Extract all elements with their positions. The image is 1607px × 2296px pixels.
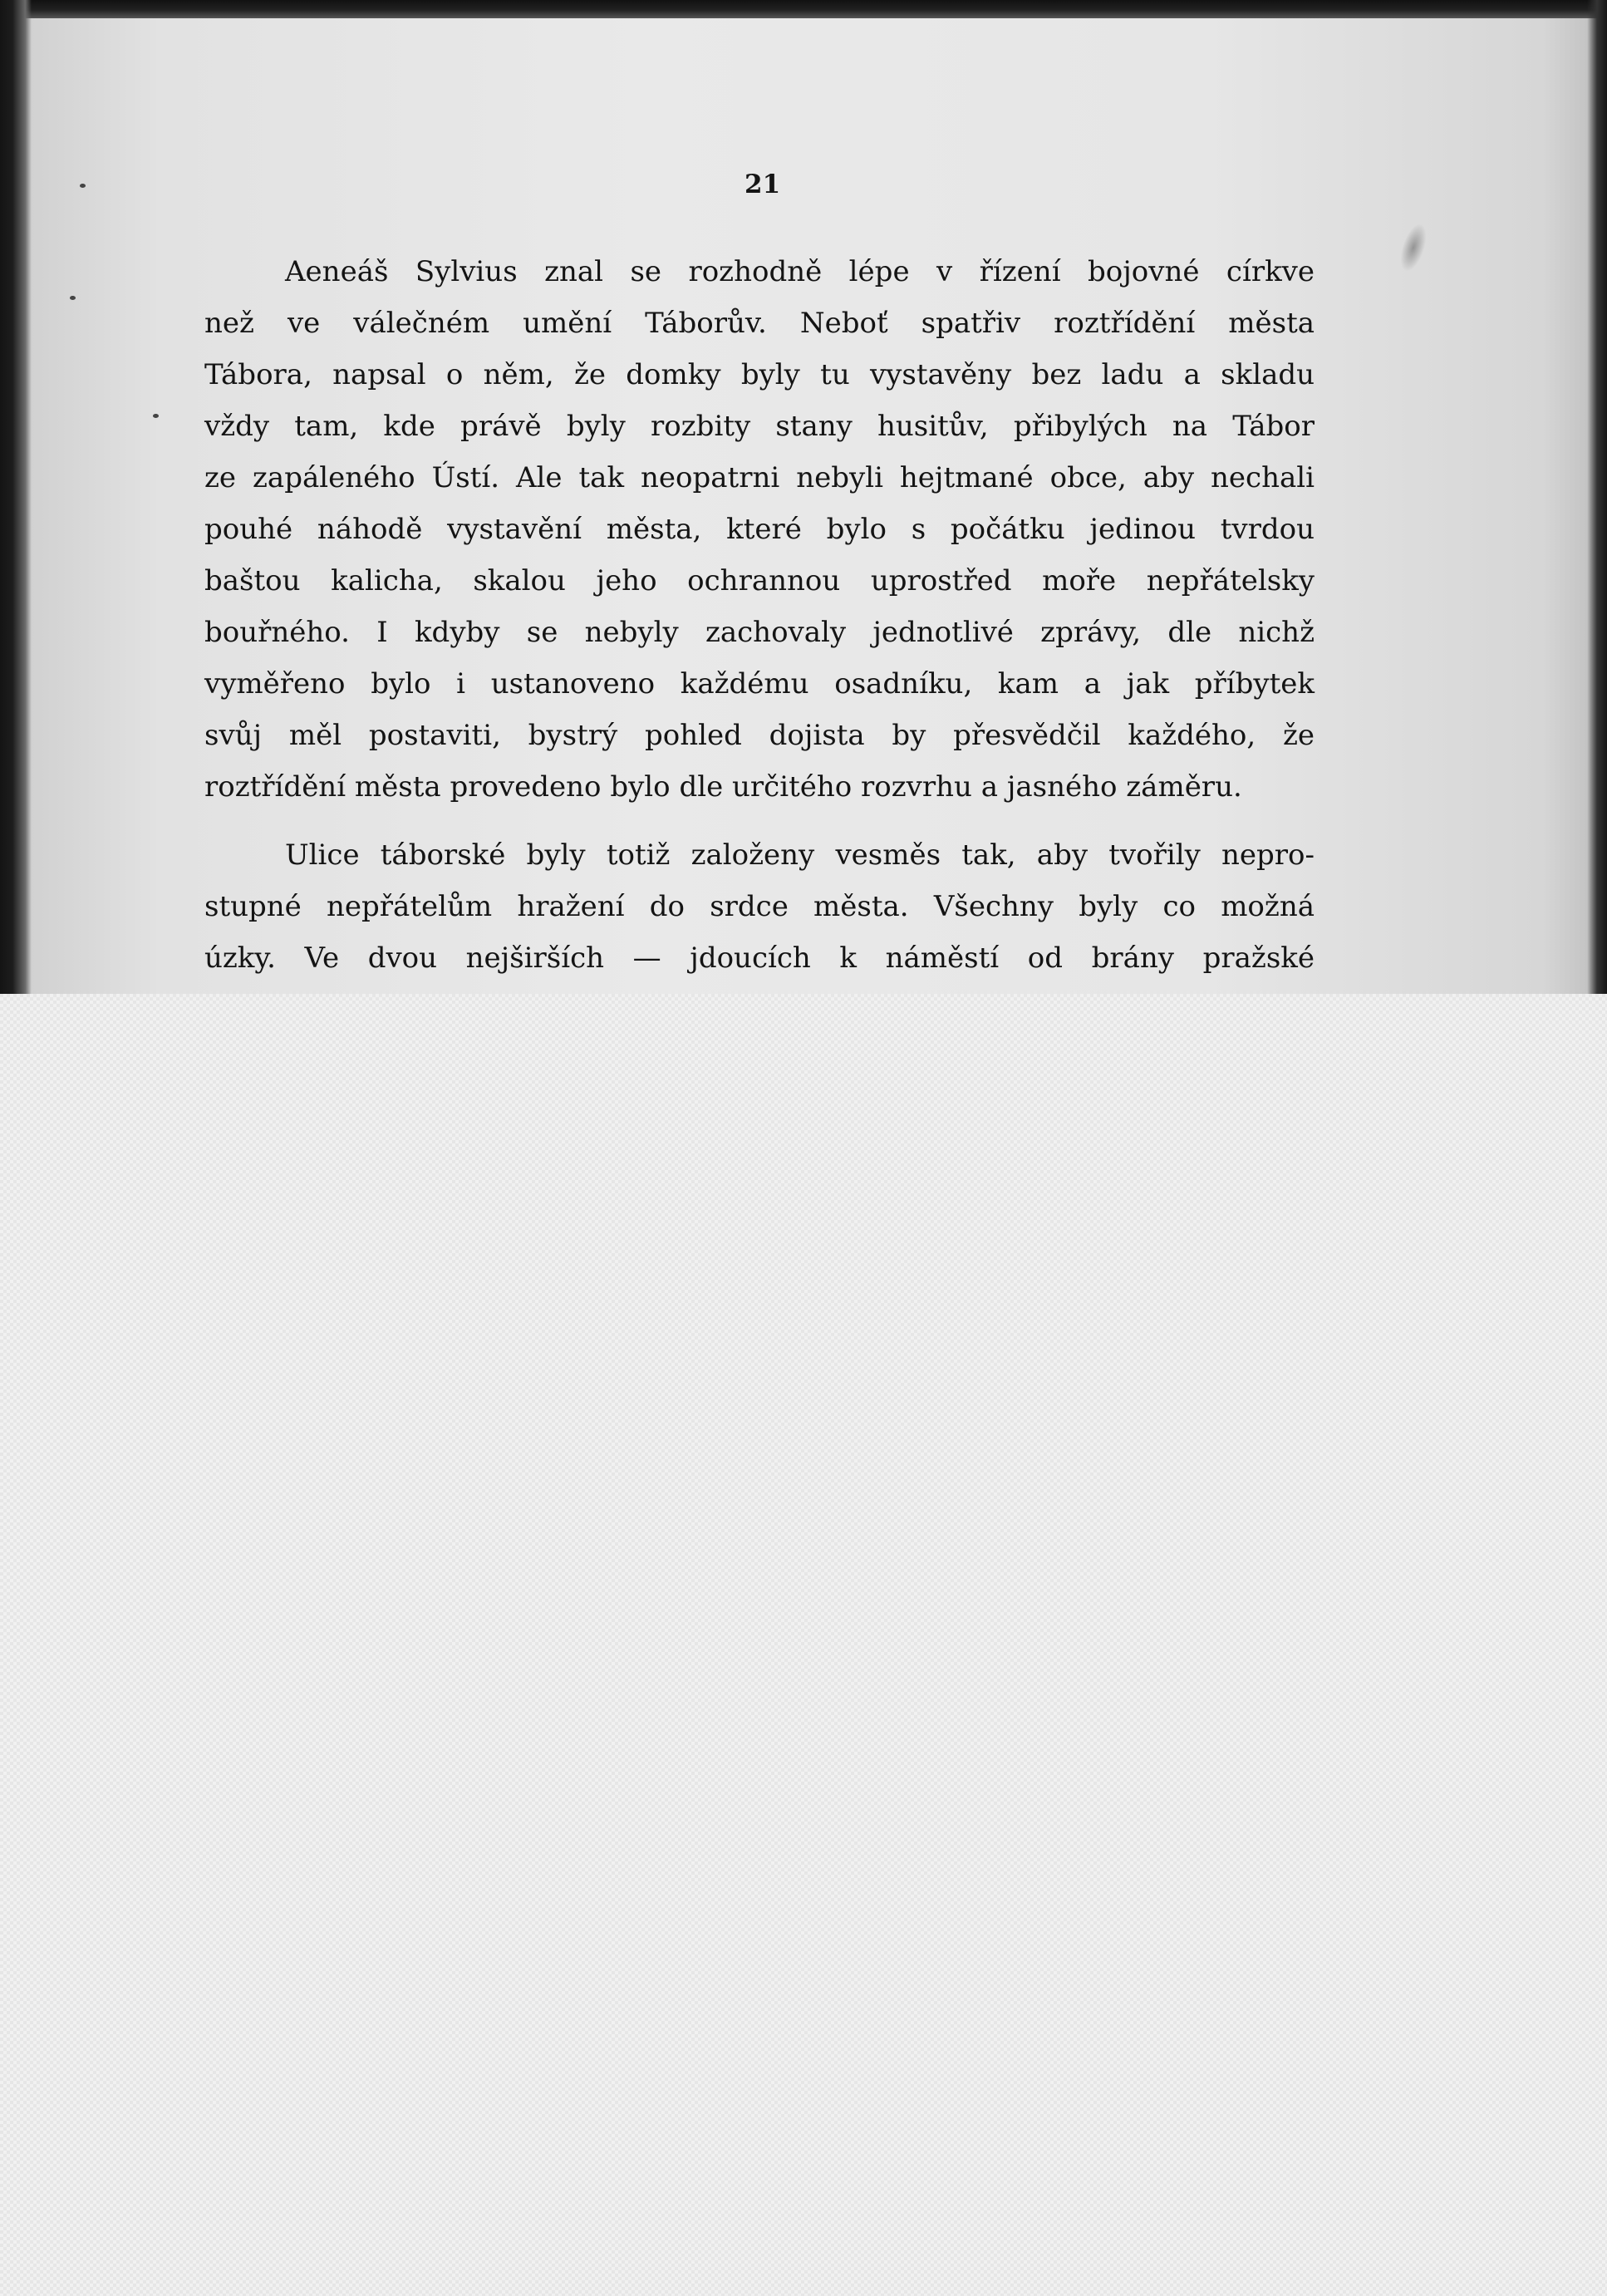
text-line: roztřídění města provedeno bylo dle určitého rozvrhu a jasného záměru. <box>204 770 1242 804</box>
text-line: bouřného. I kdyby se nebyly zachovaly jednotlivé zprávy, dle nichž <box>204 616 1315 649</box>
scan-left-border <box>0 0 32 994</box>
text-line: Ulice táborské byly totiž založeny vesměs tak, aby tvořily nepro- <box>285 838 1315 872</box>
scan-speck <box>153 414 159 418</box>
scan-speck <box>70 296 76 300</box>
text-line: baštou kalicha, skalou jeho ochrannou uprostřed moře nepřátelsky <box>204 564 1315 597</box>
text-line: ze zapáleného Ústí. Ale tak neopatrni nebyli hejtmané obce, aby nechali <box>204 461 1315 494</box>
paragraph-2 <box>204 829 1315 984</box>
scanned-page <box>0 0 1607 994</box>
text-line: stupné nepřátelům hražení do srdce města. Všechny byly co možná <box>204 890 1315 923</box>
text-line: než ve válečném umění Táborův. Neboť spatřiv roztřídění města <box>204 307 1315 340</box>
text-line: pouhé náhodě vystavění města, které bylo s počátku jedinou tvrdou <box>204 513 1315 546</box>
text-line: vždy tam, kde právě byly rozbity stany husitův, přibylých na Tábor <box>204 410 1315 443</box>
scan-smudge <box>1395 220 1431 274</box>
body-text <box>204 246 1315 994</box>
text-line: úzky. Ve dvou nejširších — jdoucích k náměstí od brány pražské <box>204 942 1315 975</box>
text-line: Aeneáš Sylvius znal se rozhodně lépe v řízení bojovné církve <box>285 255 1315 288</box>
text-line: vyměřeno bylo i ustanoveno každému osadníku, kam a jak příbytek <box>204 667 1315 701</box>
scan-speck <box>80 184 86 188</box>
text-line: Tábora, napsal o něm, že domky byly tu vystavěny bez ladu a skladu <box>204 358 1315 391</box>
page-number: 21 <box>745 170 781 199</box>
text-line: svůj měl postaviti, bystrý pohled dojista by přesvědčil každého, že <box>204 719 1315 752</box>
paragraph-1 <box>204 246 1315 813</box>
scan-top-border <box>0 0 1607 18</box>
scan-right-border <box>1587 0 1607 994</box>
